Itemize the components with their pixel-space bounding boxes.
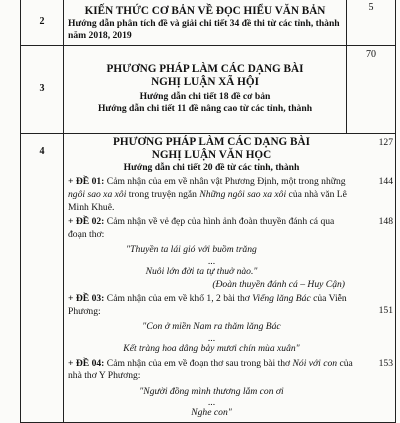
exam-text: Cảm nhận của em về nhân vật Phương Định, một trong những xyxy=(104,176,346,188)
row-content xyxy=(64,133,396,422)
exam-text-italic: Nói với con xyxy=(292,357,338,369)
exam-item xyxy=(68,176,395,214)
toc-row-4 xyxy=(21,133,396,422)
row-number: 2 xyxy=(21,0,64,45)
section-description: Hướng dẫn phân tích đề và giải chi tiết 34 đề thi từ các tỉnh, thành năm 2018, 2019 xyxy=(68,17,340,42)
row-number: 3 xyxy=(21,45,64,133)
row-content xyxy=(64,45,347,133)
poem-line: Nuôi lớn đời ta tự thuở nào." xyxy=(145,265,258,277)
exam-label: + ĐỀ 01: xyxy=(68,176,105,188)
section-description: Hướng dẫn chi tiết 11 đề nâng cao từ các tỉnh, thành xyxy=(97,103,313,115)
row-content xyxy=(64,0,347,45)
page-number: 153 xyxy=(378,357,393,369)
section-description: Hướng dẫn chi tiết 20 đề từ các tỉnh, thành xyxy=(123,161,300,173)
exam-item xyxy=(68,216,395,291)
section-description: Hướng dẫn chi tiết 18 đề cơ bản xyxy=(139,90,271,102)
exam-item xyxy=(68,358,395,420)
poem-line: "Con ở miền Nam ra thăm lăng Bác xyxy=(142,321,281,333)
page-number: 5 xyxy=(347,0,396,45)
exam-text-italic: ngôi sao xa xôi xyxy=(68,188,127,200)
poem-line: Nghe con" xyxy=(191,407,232,419)
exam-text: Cảm nhận của em về đoạn thơ sau trong bài thơ xyxy=(104,357,293,369)
exam-text: của nhà văn Lê Minh Khuê. xyxy=(68,188,347,213)
poem-line: "Người đồng mình thương lắm con ơi xyxy=(139,385,284,397)
exam-text: của Viễn Phương: xyxy=(68,293,347,317)
exam-text: Cảm nhận của em về khổ 1, 2 bài thơ xyxy=(104,293,253,305)
exam-text: trong truyện ngắn xyxy=(126,188,200,200)
poem-line: Kết tràng hoa dâng bảy mươi chín mùa xuân" xyxy=(123,342,300,354)
page-number: 144 xyxy=(378,176,393,188)
poem-line: "Thuyền ta lái gió với buồm trăng xyxy=(126,244,257,256)
section-title: KIẾN THỨC CƠ BẢN VỀ ĐỌC HIỂU VĂN BẢN xyxy=(84,5,326,17)
exam-text-italic: Viếng lăng Bác xyxy=(252,293,311,305)
page-number: 70 xyxy=(347,45,396,133)
ellipsis: ... xyxy=(207,332,216,344)
toc-row-2 xyxy=(21,0,396,45)
section-title: PHƯƠNG PHÁP LÀM CÁC DẠNG BÀI NGHỊ LUẬN VĂN HỌC xyxy=(113,135,310,161)
exam-label: + ĐỀ 03: xyxy=(68,293,105,305)
page-number: 148 xyxy=(378,216,393,228)
ellipsis: ... xyxy=(207,397,216,409)
exam-text: Cảm nhận về vẻ đẹp của hình ảnh đoàn thuyền đánh cá qua đoạn thơ: xyxy=(68,216,335,240)
ellipsis: ... xyxy=(207,255,216,267)
page-number: 127 xyxy=(378,136,393,148)
exam-label: + ĐỀ 04: xyxy=(68,357,105,369)
exam-item xyxy=(68,293,395,355)
exam-text-italic: Những ngôi sao xa xôi xyxy=(199,188,287,200)
section-title: PHƯƠNG PHÁP LÀM CÁC DẠNG BÀI NGHỊ LUẬN XÃ HỘI xyxy=(106,62,304,88)
page-number: 151 xyxy=(378,305,393,317)
toc-row-3 xyxy=(21,45,396,133)
row-number: 4 xyxy=(21,133,64,422)
table-of-contents xyxy=(20,0,396,423)
exam-text: của nhà thơ Y Phương: xyxy=(68,357,353,382)
poem-source: (Đoàn thuyền đánh cá – Huy Cận) xyxy=(212,278,345,290)
exam-label: + ĐỀ 02: xyxy=(68,216,105,228)
